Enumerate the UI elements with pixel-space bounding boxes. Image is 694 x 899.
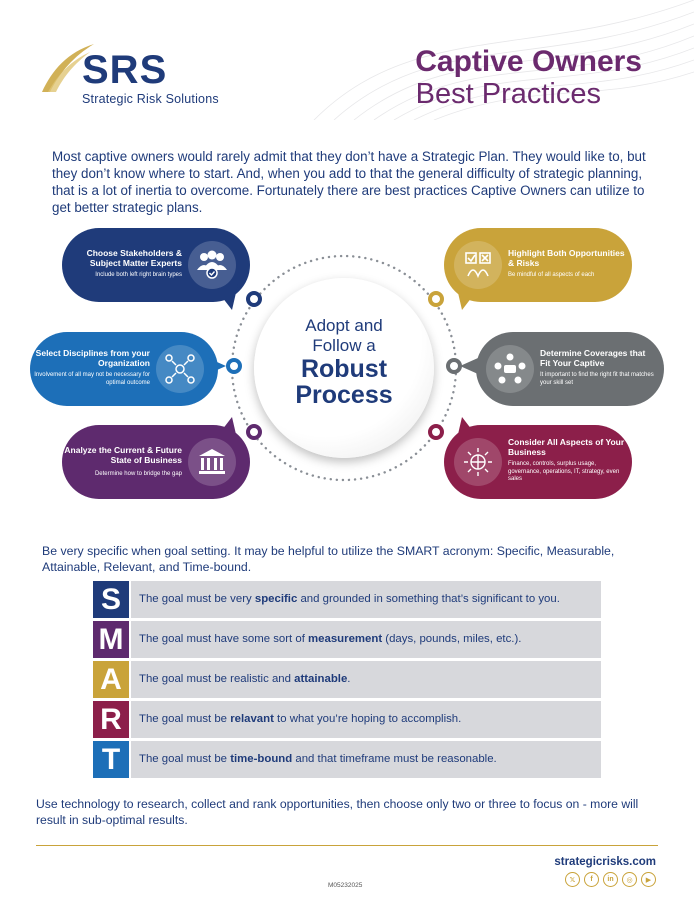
smart-row — [93, 661, 601, 698]
center-line-2: Follow a — [312, 336, 376, 355]
practice-stakeholders — [62, 228, 250, 302]
practice-coverages — [476, 332, 664, 406]
linkedin-icon[interactable]: in — [603, 872, 618, 887]
center-line-1: Adopt and — [305, 316, 383, 335]
logo-wordmark: SRS — [82, 48, 168, 92]
connector-dot — [428, 424, 444, 440]
practice-title: Consider All Aspects of Your Business — [508, 437, 625, 457]
closing-paragraph: Use technology to research, collect and rank opportunities, then choose only two or three to focus on - more will result in sub-optimal results. — [36, 797, 639, 827]
practice-title: Determine Coverages that Fit Your Captive — [540, 348, 646, 368]
smart-letter: M — [93, 621, 129, 658]
practice-disciplines — [30, 332, 218, 406]
practice-title: Choose Stakeholders & Subject Matter Experts — [86, 248, 182, 268]
smart-text: The goal must be relavant to what you’re hoping to accomplish. — [131, 701, 601, 738]
smart-letter: T — [93, 741, 129, 778]
practice-desc: Include both left right brain types — [95, 272, 182, 278]
smart-row — [93, 701, 601, 738]
smart-letter: S — [93, 581, 129, 618]
page-subtitle: Best Practices — [415, 78, 601, 110]
center-circle — [254, 278, 434, 458]
smart-table — [93, 581, 601, 781]
facebook-icon[interactable]: f — [584, 872, 599, 887]
practice-title: Select Disciplines from your Organization — [35, 348, 150, 368]
connector-dot — [226, 358, 242, 374]
smart-text: The goal must have some sort of measurement (days, pounds, miles, etc.). — [131, 621, 601, 658]
center-line-3: Robust — [300, 355, 388, 383]
srs-logo — [38, 40, 238, 110]
globe-network-icon — [454, 438, 502, 486]
connector-dot — [428, 291, 444, 307]
youtube-icon[interactable]: ▶ — [641, 872, 656, 887]
checklist-icon — [454, 241, 502, 289]
best-practices-diagram — [0, 220, 694, 530]
practice-aspects — [444, 425, 632, 499]
smart-intro: Be very specific when goal setting. It may be helpful to utilize the SMART acronym: Specific, Measurable, Attainable, Relevant, and Time-bound. — [42, 544, 615, 574]
logo-tagline: Strategic Risk Solutions — [82, 92, 219, 106]
bank-building-icon — [188, 438, 236, 486]
team-chat-icon — [486, 345, 534, 393]
connector-dot — [446, 358, 462, 374]
practice-opportunities — [444, 228, 632, 302]
practice-desc: Be mindful of all aspects of each — [508, 272, 595, 278]
people-icon — [188, 241, 236, 289]
connector-dot — [246, 291, 262, 307]
network-gear-icon — [156, 345, 204, 393]
smart-text: The goal must be time-bound and that timeframe must be reasonable. — [131, 741, 601, 778]
page-title: Captive Owners — [415, 45, 642, 78]
practice-title: Highlight Both Opportunities & Risks — [508, 248, 625, 268]
website-link[interactable]: strategicrisks.com — [554, 856, 656, 868]
practice-desc: Finance, controls, surplus usage, governance, operations, IT, strategy, even sales — [508, 461, 620, 482]
connector-dot — [246, 424, 262, 440]
document-code: M05232025 — [328, 882, 363, 889]
center-line-4: Process — [295, 381, 393, 409]
practice-desc: Involvement of all may not be necessary for optimal outcome — [34, 372, 150, 386]
smart-row — [93, 621, 601, 658]
practice-title: Analyze the Current & Future State of Business — [64, 445, 182, 465]
x-icon[interactable]: 𝕏 — [565, 872, 580, 887]
footer-divider — [36, 845, 658, 846]
smart-letter: A — [93, 661, 129, 698]
intro-paragraph: Most captive owners would rarely admit that they don’t have a Strategic Plan. They would like to, but they don’t know where to start. And, when you add to that the general difficulty of strategic planning, that is a lot of inertia to overcome. Fortunately there are best practices Captive Owners can utilize to get better strategic plans. — [52, 149, 646, 215]
practice-desc: It important to find the right fit that matches your skill set — [540, 372, 654, 386]
practice-desc: Determine how to bridge the gap — [94, 471, 182, 477]
smart-row — [93, 741, 601, 778]
smart-text: The goal must be very specific and grounded in something that’s significant to you. — [131, 581, 601, 618]
instagram-icon[interactable]: ◎ — [622, 872, 637, 887]
smart-text: The goal must be realistic and attainable. — [131, 661, 601, 698]
smart-row — [93, 581, 601, 618]
social-links — [565, 872, 656, 887]
practice-analyze — [62, 425, 250, 499]
smart-letter: R — [93, 701, 129, 738]
